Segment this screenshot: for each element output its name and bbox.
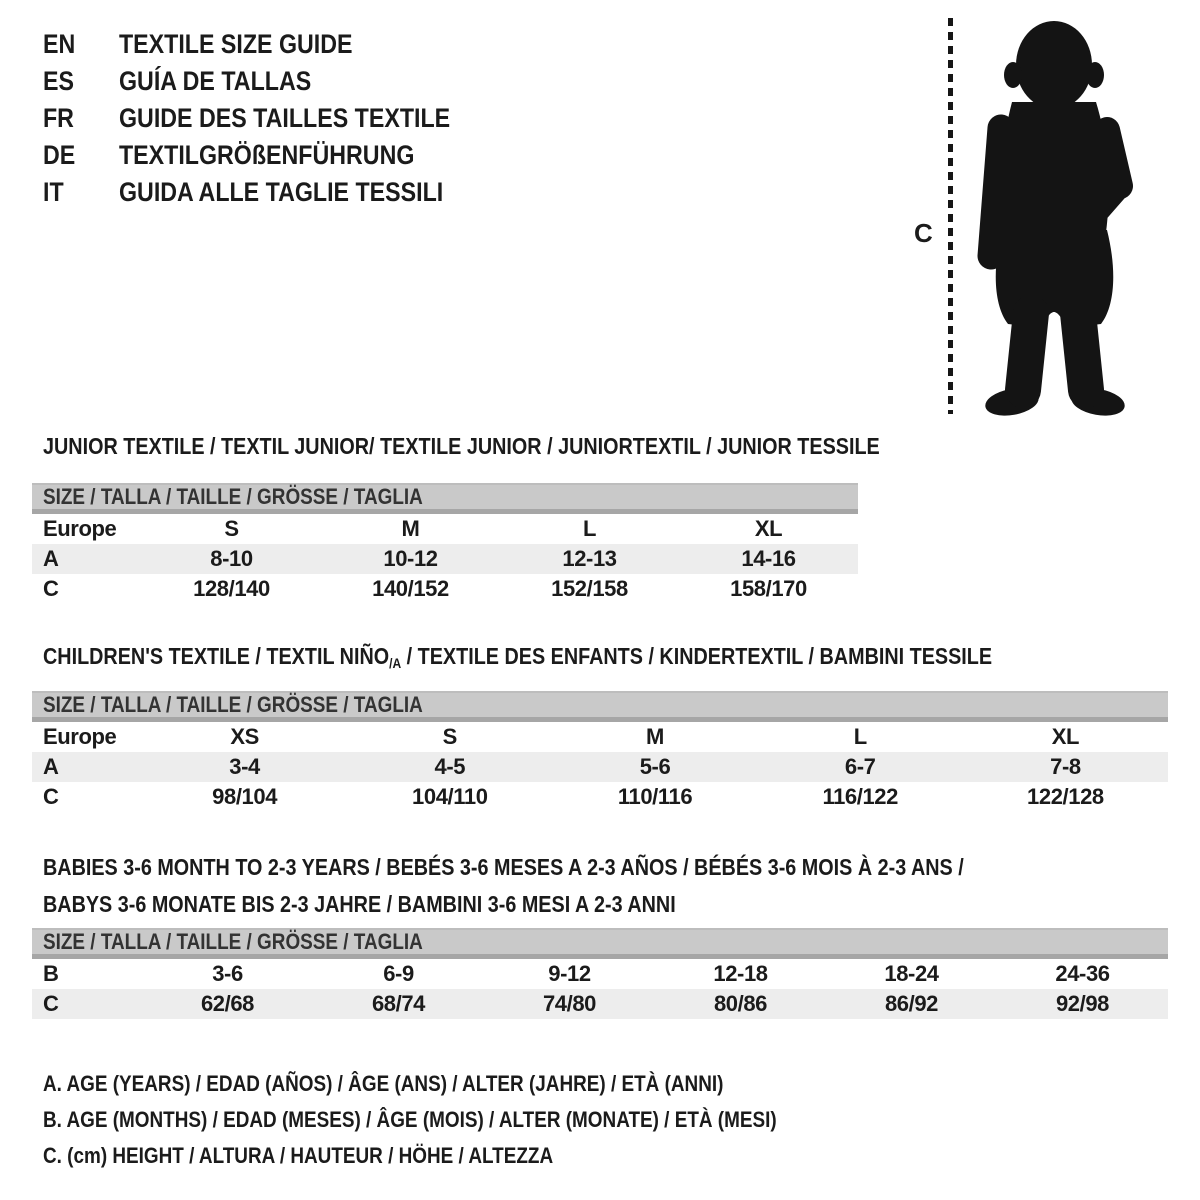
cell-value: 14-16 [741, 546, 796, 571]
col-header: S [442, 724, 457, 749]
heading-subscript: /A [389, 655, 402, 671]
size-header-bar: SIZE / TALLA / TAILLE / GRÖSSE / TAGLIA [32, 691, 1168, 722]
row-label: C [43, 576, 59, 601]
cell-value: 104/110 [412, 784, 488, 809]
heading-text: CHILDREN'S TEXTILE / TEXTIL NIÑO [43, 643, 390, 669]
cell-value: 92/98 [1055, 991, 1110, 1016]
cell-value: 152/158 [551, 576, 628, 601]
cell-value: 80/86 [713, 991, 768, 1016]
row-label: B [43, 961, 59, 986]
guide-title: GUIDA ALLE TAGLIE TESSILI [119, 177, 444, 207]
col-header: M [401, 516, 420, 541]
children-size-table [32, 691, 1168, 812]
cell-value: 3-4 [229, 754, 260, 779]
table-row-height [32, 782, 1168, 812]
heading-line-2: BABYS 3-6 MONATE BIS 2-3 JAHRE / BAMBINI 3-6 MESI A 2-3 ANNI [43, 891, 676, 917]
table-row-age [32, 752, 1168, 782]
guide-title: TEXTILGRÖßENFÜHRUNG [119, 140, 415, 170]
col-header: XL [754, 516, 783, 541]
col-header: XL [1051, 724, 1080, 749]
heading-line-1: BABIES 3-6 MONTH TO 2-3 YEARS / BEBÉS 3-6 MESES A 2-3 AÑOS / BÉBÉS 3-6 MOIS À 2-3 ANS / [43, 854, 964, 880]
language-code: ES [43, 66, 74, 96]
language-row-en [43, 26, 504, 63]
cell-value: 86/92 [884, 991, 939, 1016]
cell-value: 8-10 [210, 546, 253, 571]
guide-title: GUIDE DES TAILLES TEXTILE [119, 103, 451, 133]
cell-value: 4-5 [434, 754, 466, 779]
cell-value: 158/170 [730, 576, 807, 601]
cell-value: 98/104 [212, 784, 278, 809]
col-header: XS [230, 724, 259, 749]
cell-value: 12-18 [713, 961, 768, 986]
language-row-fr [43, 100, 504, 137]
babies-section-heading [43, 849, 1114, 923]
toddler-silhouette-image [968, 18, 1140, 418]
row-label: C [43, 784, 59, 809]
size-header-bar: SIZE / TALLA / TAILLE / GRÖSSE / TAGLIA [32, 483, 858, 514]
region-label: Europe [43, 516, 117, 541]
row-label: C [43, 991, 59, 1016]
footnote-b: B. AGE (MONTHS) / EDAD (MESES) / ÂGE (MOIS) / ALTER (MONATE) / ETÀ (MESI) [43, 1107, 777, 1132]
cell-value: 110/116 [617, 784, 693, 809]
cell-value: 116/122 [822, 784, 898, 809]
cell-value: 3-6 [212, 961, 243, 986]
table-row-height [32, 989, 1168, 1019]
language-row-es [43, 63, 504, 100]
language-code: EN [43, 29, 76, 59]
cell-value: 7-8 [1050, 754, 1081, 779]
size-header-bar: SIZE / TALLA / TAILLE / GRÖSSE / TAGLIA [32, 928, 1168, 959]
table-row-columns [32, 514, 858, 544]
cell-value: 5-6 [639, 754, 671, 779]
row-label: A [43, 546, 59, 571]
cell-value: 62/68 [200, 991, 255, 1016]
footnote-c: C. (cm) HEIGHT / ALTURA / HAUTEUR / HÖHE / ALTEZZA [43, 1143, 554, 1168]
height-measure-dashed-line [948, 18, 953, 414]
cell-value: 68/74 [371, 991, 426, 1016]
table-row-age [32, 544, 858, 574]
language-row-de [43, 137, 504, 174]
footnote-legend [43, 1066, 896, 1174]
cell-value: 6-7 [844, 754, 876, 779]
region-label: Europe [43, 724, 117, 749]
col-header: L [582, 516, 597, 541]
language-code: FR [43, 103, 74, 133]
col-header: L [853, 724, 867, 749]
junior-size-table [32, 483, 858, 604]
cell-value: 12-13 [562, 546, 617, 571]
language-title-list [43, 26, 504, 211]
cell-value: 128/140 [193, 576, 270, 601]
language-row-it [43, 174, 504, 211]
footnote-a: A. AGE (YEARS) / EDAD (AÑOS) / ÂGE (ANS) / ALTER (JAHRE) / ETÀ (ANNI) [43, 1071, 724, 1096]
children-section-heading [43, 643, 1147, 671]
babies-size-table [32, 928, 1168, 1019]
cell-value: 6-9 [383, 961, 414, 986]
table-row-height [32, 574, 858, 604]
junior-section-heading: JUNIOR TEXTILE / TEXTIL JUNIOR/ TEXTILE JUNIOR / JUNIORTEXTIL / JUNIOR TESSILE [43, 433, 880, 459]
cell-value: 10-12 [383, 546, 438, 571]
heading-text: / TEXTILE DES ENFANTS / KINDERTEXTIL / BAMBINI TESSILE [401, 643, 993, 669]
cell-value: 74/80 [542, 991, 597, 1016]
table-row-columns [32, 722, 1168, 752]
guide-title: GUÍA DE TALLAS [119, 66, 312, 96]
cell-value: 24-36 [1055, 961, 1110, 986]
language-code: IT [43, 177, 64, 207]
row-label: A [43, 754, 59, 779]
table-row-age-months [32, 959, 1168, 989]
cell-value: 122/128 [1027, 784, 1104, 809]
cell-value: 9-12 [548, 961, 591, 986]
cell-value: 140/152 [372, 576, 449, 601]
col-header: M [646, 724, 664, 749]
guide-title: TEXTILE SIZE GUIDE [119, 29, 353, 59]
language-code: DE [43, 140, 76, 170]
height-measure-label: C [914, 218, 933, 248]
col-header: S [224, 516, 239, 541]
cell-value: 18-24 [884, 961, 939, 986]
